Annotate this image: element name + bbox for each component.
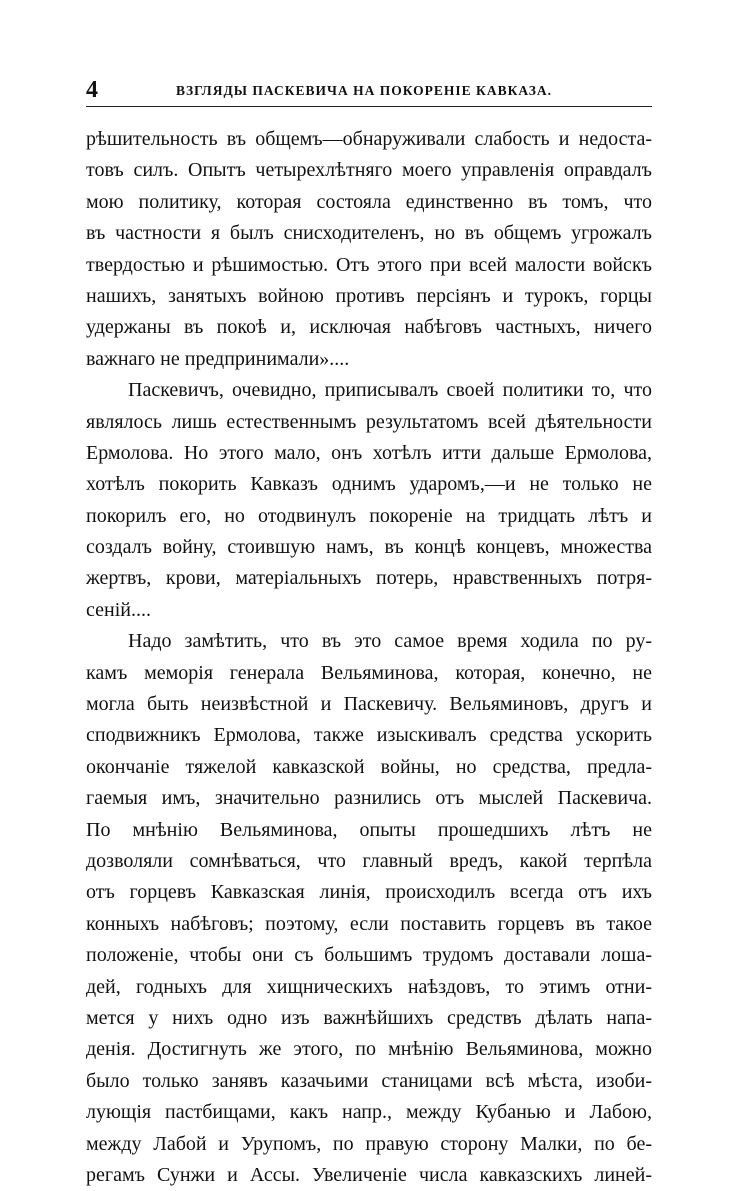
text-line: окончаніе тяжелой кавказской войны, но средства, предла-: [86, 755, 652, 778]
text-line: могла быть неизвѣстной и Паскевичу. Вельяминовъ, другъ и: [86, 693, 652, 716]
text-line: жертвъ, крови, матеріальныхъ потерь, нравственныхъ потря-: [86, 567, 652, 590]
running-title: ВЗГЛЯДЫ ПАСКЕВИЧА НА ПОКОРЕНІЕ КАВКАЗА.: [176, 83, 553, 98]
text-line: Ермолова. Но этого мало, онъ хотѣлъ итти дальше Ермолова,: [86, 441, 652, 464]
text-line: нашихъ, занятыхъ войною противъ персіянъ и турокъ, горцы: [86, 284, 652, 307]
page-number: 4: [86, 77, 98, 103]
text-line: камъ меморія генерала Вельяминова, которая, конечно, не: [86, 661, 652, 684]
paragraph-start-line: Паскевичъ, очевидно, приписывалъ своей политики то, что: [128, 379, 652, 402]
text-line: конныхъ набѣговъ; поэтому, если поставить горцевъ въ такое: [86, 912, 652, 935]
text-line: твердостью и рѣшимостью. Отъ этого при всей малости войскъ: [86, 253, 652, 276]
text-line: важнаго не предпринимали»....: [86, 347, 350, 370]
text-line: регамъ Сунжи и Ассы. Увеличеніе числа кавказскихъ линей-: [86, 1163, 652, 1186]
text-line: мою политику, которая состояла единственно въ томъ, что: [86, 190, 652, 213]
text-line: покорилъ его, но отодвинулъ покореніе на тридцать лѣтъ и: [86, 504, 652, 527]
text-line: рѣшительность въ общемъ—обнаруживали слабость и недоста-: [86, 128, 652, 150]
paragraph-start-line: Надо замѣтить, что въ это самое время ходила по ру-: [128, 630, 652, 653]
text-line: въ частности я былъ снисходителенъ, но въ общемъ угрожалъ: [86, 222, 652, 245]
text-line: сподвижникъ Ермолова, также изыскивалъ средства ускорить: [86, 724, 652, 747]
text-line: хотѣлъ покорить Кавказъ однимъ ударомъ,—и не только не: [86, 473, 652, 496]
page-header: [86, 76, 652, 106]
header-rule: [86, 106, 652, 107]
text-line: сеній....: [86, 598, 151, 621]
text-line: между Лабой и Урупомъ, по правую сторону Малки, по бе-: [86, 1132, 652, 1155]
text-line: отъ горцевъ Кавказская линія, происходилъ всегда отъ ихъ: [86, 881, 652, 904]
text-line: дей, годныхъ для хищническихъ наѣздовъ, то этимъ отни-: [86, 975, 652, 998]
text-line: лующія пастбищами, какъ напр., между Кубанью и Лабою,: [86, 1101, 652, 1124]
body-text: [86, 124, 652, 1191]
text-line: гаемыя имъ, значительно разнились отъ мыслей Паскевича.: [86, 787, 652, 810]
text-line: По мнѣнію Вельяминова, опыты прошедшихъ лѣтъ не: [86, 818, 652, 841]
text-line: мется у нихъ одно изъ важнѣйшихъ средствъ дѣлать напа-: [86, 1006, 652, 1029]
text-line: денія. Достигнуть же этого, по мнѣнію Вельяминова, можно: [86, 1038, 652, 1061]
text-line: было только занявъ казачьими станицами всѣ мѣста, изоби-: [86, 1069, 652, 1092]
text-line: удержаны въ покоѣ и, исключая набѣговъ частныхъ, ничего: [86, 316, 652, 339]
text-line: дозволяли сомнѣваться, что главный вредъ, какой терпѣла: [86, 849, 652, 872]
text-line: создалъ войну, стоившую намъ, въ концѣ концевъ, множества: [86, 536, 652, 559]
text-line: товъ силъ. Опытъ четырехлѣтняго моего управленія оправдалъ: [86, 159, 652, 182]
text-line: являлось лишь естественнымъ результатомъ всей дѣятельности: [86, 410, 652, 433]
text-line: положеніе, чтобы они съ большимъ трудомъ доставали лоша-: [86, 944, 652, 967]
